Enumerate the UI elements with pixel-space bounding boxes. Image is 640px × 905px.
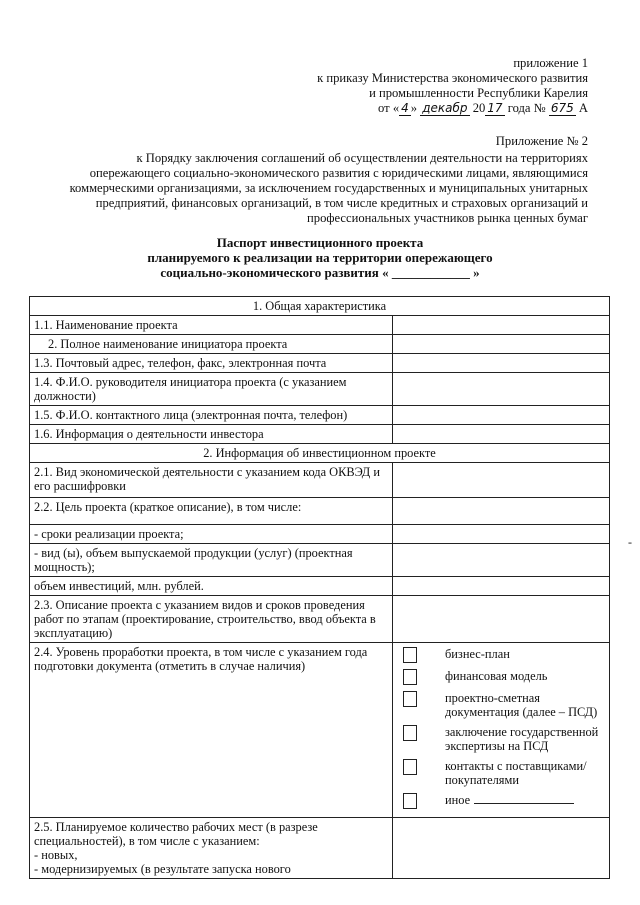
row-value-field[interactable] [393, 335, 610, 354]
section-general: 1. Общая характеристика [30, 297, 610, 316]
option-design-docs[interactable]: проектно-сметная документация (далее – ПСД) [397, 691, 605, 719]
row-value-field[interactable] [393, 498, 610, 525]
row-label: 2.2. Цель проекта (краткое описание), в том числе: [30, 498, 393, 525]
row-value-field[interactable] [393, 316, 610, 335]
appendix-line: профессиональных участников рынка ценных бумаг [307, 211, 588, 225]
order-date-line: от « 4 » декабр 20 17 года № 675 А [378, 101, 588, 115]
handwritten-year: 17 [487, 101, 503, 115]
row-label: 2.3. Описание проекта с указанием видов и сроков проведения работ по этапам (проектирование, строительство, ввод объекта в эксплуатацию) [30, 596, 393, 643]
other-fill-line[interactable] [474, 793, 574, 804]
header-line: приложение 1 [513, 56, 588, 70]
row-value-field[interactable] [393, 463, 610, 498]
row-value-field[interactable] [393, 544, 610, 577]
passport-title: Паспорт инвестиционного проекта планируемого к реализации на территории опережающего социально-экономического развития « ____________ » [147, 235, 493, 280]
option-other[interactable]: иное [397, 793, 605, 809]
appendix-line: опережающего социально-экономического развития с юридическими лицами, являющимися [89, 166, 588, 180]
row-label: 2.5. Планируемое количество рабочих мест (в разрезе специальностей), в том числе с указанием: - новых, - модернизируемых (в результате запуска нового [30, 818, 393, 879]
row-label: 1.3. Почтовый адрес, телефон, факс, электронная почта [30, 354, 393, 373]
header-line: к приказу Министерства экономического развития [317, 71, 588, 85]
row-value-field[interactable] [393, 596, 610, 643]
appendix-line: коммерческими организациями, за исключением государственных и муниципальных унитарных [69, 181, 588, 195]
row-label: объем инвестиций, млн. рублей. [30, 577, 393, 596]
row-value-field[interactable] [393, 525, 610, 544]
option-supplier-contacts[interactable]: контакты с поставщиками/покупателями [397, 759, 605, 787]
row-label: 1.6. Информация о деятельности инвестора [30, 425, 393, 444]
row-value-field[interactable] [393, 577, 610, 596]
row-label: 2. Полное наименование инициатора проекта [30, 335, 393, 354]
checkbox[interactable] [403, 759, 417, 775]
row-label: - вид (ы), объем выпускаемой продукции (услуг) (проектная мощность); [30, 544, 393, 577]
option-financial-model[interactable]: финансовая модель [397, 669, 605, 685]
margin-mark: - [628, 535, 632, 549]
row-label: 1.4. Ф.И.О. руководителя инициатора проекта (с указанием должности) [30, 373, 393, 406]
appendix-header [70, 134, 588, 226]
order-header [317, 56, 588, 116]
checkbox[interactable] [403, 725, 417, 741]
checkbox[interactable] [403, 691, 417, 707]
row-label: 2.1. Вид экономической деятельности с указанием кода ОКВЭД и его расшифровки [30, 463, 393, 498]
section-investment: 2. Информация об инвестиционном проекте [30, 444, 610, 463]
row-label: 1.5. Ф.И.О. контактного лица (электронная почта, телефон) [30, 406, 393, 425]
document-options [393, 643, 610, 818]
checkbox[interactable] [403, 793, 417, 809]
checkbox[interactable] [403, 669, 417, 685]
row-value-field[interactable] [393, 354, 610, 373]
option-business-plan[interactable]: бизнес-план [397, 647, 605, 663]
handwritten-number: 675 [550, 101, 574, 115]
row-label: 1.1. Наименование проекта [30, 316, 393, 335]
row-value-field[interactable] [393, 818, 610, 879]
checkbox[interactable] [403, 647, 417, 663]
appendix-title: Приложение № 2 [495, 134, 588, 148]
appendix-line: к Порядку заключения соглашений об осуществлении деятельности на территориях [136, 151, 588, 165]
handwritten-day: 4 [401, 101, 409, 115]
header-line: и промышленности Республики Карелия [369, 86, 588, 100]
passport-form-table [29, 296, 610, 879]
row-label: - сроки реализации проекта; [30, 525, 393, 544]
row-value-field[interactable] [393, 425, 610, 444]
appendix-line: предприятий, финансовых организаций, в том числе кредитных и страховых организаций и [95, 196, 588, 210]
option-state-expertise[interactable]: заключение государственной экспертизы на ПСД [397, 725, 605, 753]
handwritten-month: декабр [422, 101, 468, 115]
row-value-field[interactable] [393, 373, 610, 406]
row-value-field[interactable] [393, 406, 610, 425]
row-label: 2.4. Уровень проработки проекта, в том числе с указанием года подготовки документа (отметить в случае наличия) [30, 643, 393, 818]
